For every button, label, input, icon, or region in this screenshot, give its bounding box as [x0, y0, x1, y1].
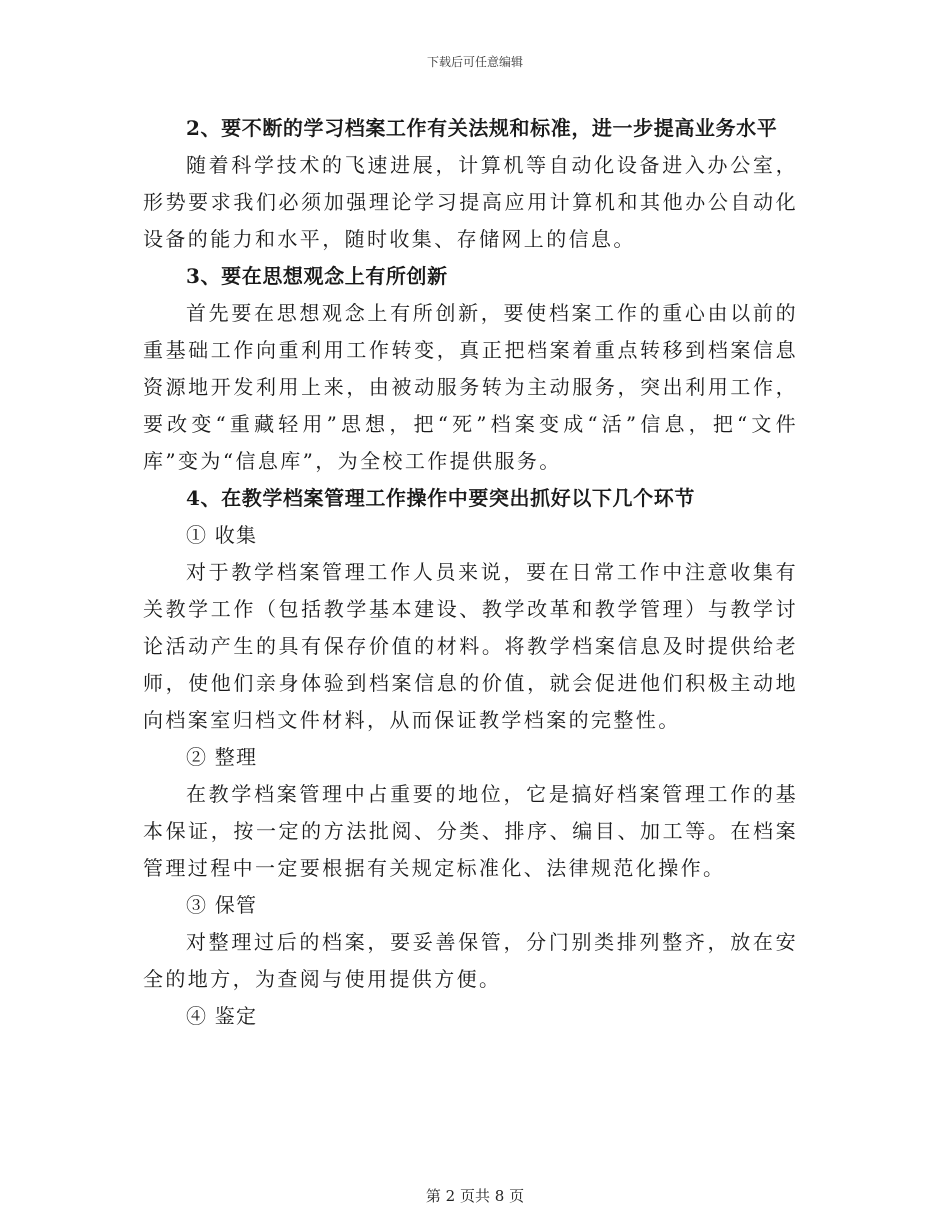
section-heading-2: 2、要不断的学习档案工作有关法规和标准，进一步提高业务水平 [186, 116, 778, 140]
paragraph-2: 随着科学技术的飞速进展，计算机等自动化设备进入办公室，形势要求我们必须加强理论学习提高应用计算机和其他办公自动化设备的能力和水平，随时收集、存储网上的信息。 [143, 153, 798, 251]
list-item-appraise: ④ 鉴定 [186, 1004, 258, 1028]
document-body [143, 110, 798, 1035]
page-header: 下载后可任意编辑 [426, 55, 523, 69]
paragraph-3: 首先要在思想观念上有所创新，要使档案工作的重心由以前的重基础工作向重利用工作转变，真正把档案着重点转移到档案信息资源地开发利用上来，由被动服务转为主动服务，突出利用工作，要改变“重藏轻用”思想，把“死”档案变成“活”信息，把“文件库”变为“信息库”，为全校工作提供服务。 [143, 301, 798, 473]
list-item-collect: ① 收集 [186, 523, 258, 547]
paragraph-store: 对整理过后的档案，要妥善保管，分门别类排列整齐，放在安全的地方，为查阅与使用提供方便。 [143, 930, 798, 991]
list-item-store: ③ 保管 [186, 893, 258, 917]
section-heading-3: 3、要在思想观念上有所创新 [186, 264, 448, 288]
paragraph-collect: 对于教学档案管理工作人员来说，要在日常工作中注意收集有关教学工作（包括教学基本建设、教学改革和教学管理）与教学讨论活动产生的具有保存价值的材料。将教学档案信息及时提供给老师，使他们亲身体验到档案信息的价值，就会促进他们积极主动地向档案室归档文件材料，从而保证教学档案的完整性。 [143, 560, 798, 732]
section-heading-4: 4、在教学档案管理工作操作中要突出抓好以下几个环节 [186, 486, 695, 510]
paragraph-organize: 在教学档案管理中占重要的地位，它是搞好档案管理工作的基本保证，按一定的方法批阅、分类、排序、编目、加工等。在档案管理过程中一定要根据有关规定标准化、法律规范化操作。 [143, 782, 798, 880]
page-footer: 第 2 页共 8 页 [425, 1187, 525, 1205]
list-item-organize: ② 整理 [186, 745, 258, 769]
